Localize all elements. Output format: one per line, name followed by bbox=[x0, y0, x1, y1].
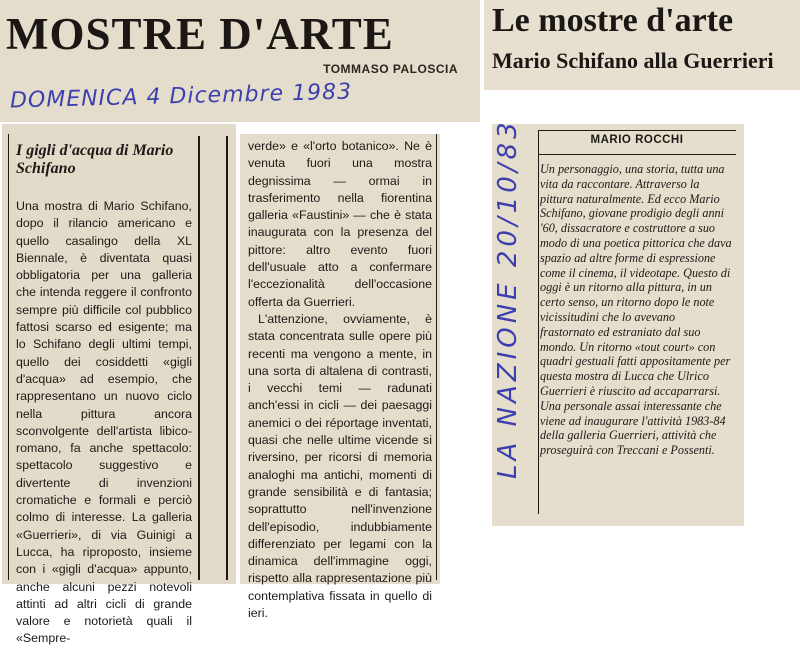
column-rule bbox=[226, 136, 228, 580]
column-rule bbox=[436, 134, 437, 580]
rule-top bbox=[538, 130, 736, 131]
author-byline: TOMMASO PALOSCIA bbox=[323, 62, 458, 76]
article-column-c bbox=[492, 118, 744, 526]
rule-under-byline bbox=[538, 154, 736, 155]
author-byline-right: MARIO ROCCHI bbox=[590, 134, 684, 146]
clipping-left-header bbox=[0, 0, 480, 122]
handwritten-date: DOMENICA 4 Dicembre 1983 bbox=[9, 79, 353, 114]
masthead: MOSTRE D'ARTE bbox=[6, 9, 394, 59]
article-column-a bbox=[2, 124, 236, 646]
article-body-column-a: Una mostra di Mario Schifano, dopo il rilancio americano e quello casalingo della XL Biennale, è diventata quasi obbligatoria per una galleria che intenda reggere il confronto sempre più difficile col pubblico fattosi scarso ed esigente; ma lo Schifano degli ultimi tempi, quello dei cosiddetti «gigli d'acqua» ad esempio, che rappresentano un nuovo ciclo nella pittura ancora sconvolgente dell'artista libico-romano, fa anche spettacolo: spettacolo suggestivo e divertente di invenzioni cromatiche e formali e perciò colmo di interesse. La galleria «Guerrieri», di via Guinigi a Lucca, ha riproposto, insieme con i «gigli d'acqua» appunto, anche alcuni pezzi notevoli attinti ad altri cicli di grande valore e notorietà quali il «Sempre- bbox=[16, 199, 192, 646]
article-title: I gigli d'acqua di Mario Schifano bbox=[16, 142, 174, 177]
paragraph: L'attenzione, ovviamente, è stata concentrata sulle opere più recenti ma vengono a mente, in una sorta di altalena di contrasti, i vecchi temi — radunati anch'essi in cicli — dei paesaggi anemici o dei réportage inventati, quasi che nelle ultime vicende si riversino, per ricorsi di memoria analoghi ma antichi, momenti di grande sensibilità e di fantasia; soprattutto nell'invenzione dell'episodio, indubbiamente differenziato per legami con la dinamica dell'immagine oggi, rispetto alla rappresentazione più contemplativa fissata in quello di ieri. bbox=[248, 311, 432, 621]
article-body-column-b bbox=[248, 138, 432, 622]
article-body-column-c: Un personaggio, una storia, tutta una vita da raccontare. Attraverso la pittura naturalmente. Ed ecco Mario Schifano, giovane prodigio degli anni '60, dissacratore e costruttore a suo modo di una poetica pittorica che dava spazio ad altre forme di espressione come il cinema, il videotape. Questo di oggi è un ritorno alla pittura, in un certo senso, un ritorno dopo le note vicissitudini che lo avevano frastornato ed estraniato dal suo mondo. Un ritorno «tout court» con quadri gestuali fatti appositamente per questa mostra di Lucca che Ulrico Guerrieri è riuscito ad accaparrarsi. Una personale assai interessante che viene ad inaugurare l'attività 1983-84 della galleria Guerrieri, attività che proseguirà con Treccani e Possenti. bbox=[540, 162, 732, 458]
column-rule bbox=[8, 134, 9, 580]
column-rule bbox=[198, 136, 200, 580]
subheadline: Mario Schifano alla Guerrieri bbox=[492, 48, 774, 73]
clipping-right-header bbox=[484, 0, 800, 90]
headline: Le mostre d'arte bbox=[492, 2, 734, 39]
paragraph: verde» e «l'orto botanico». Ne è venuta fuori una mostra degnissima — ormai in trasferimento nella fiorentina galleria «Faustini» — che è stata inaugurata con la presenza del pittore: altro evento fuori dell'usuale atto a confermare l'eccezionalità dell'occasione offerta da Guerrieri. bbox=[248, 139, 432, 309]
column-rule bbox=[538, 130, 539, 514]
article-column-b bbox=[240, 134, 440, 621]
handwritten-source-note: LA NAZIONE 20/10/83 bbox=[493, 118, 523, 479]
